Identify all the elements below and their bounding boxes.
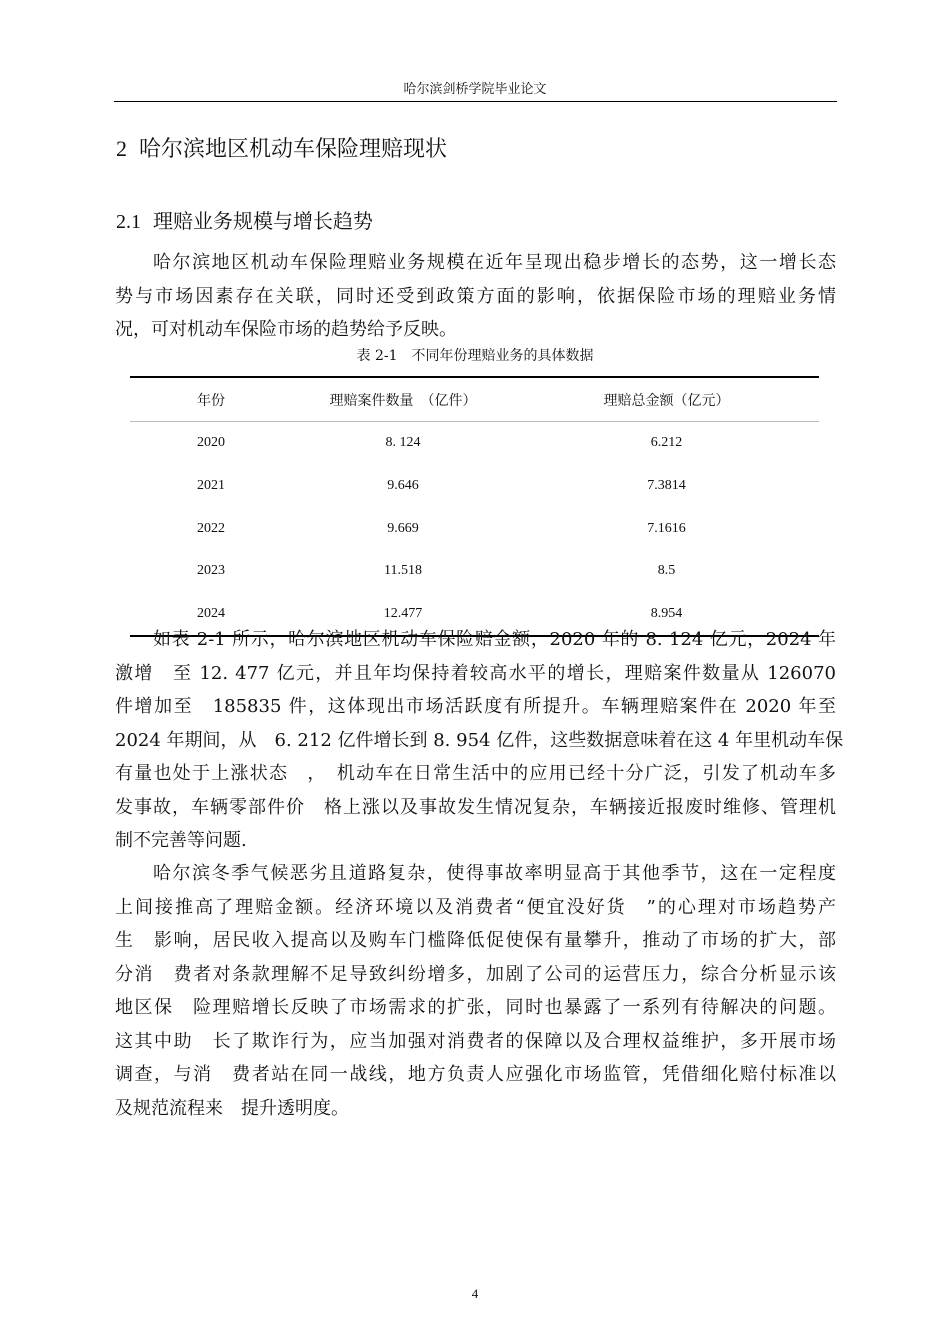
paragraph-line: 哈尔滨冬季气候恶劣且道路复杂，使得事故率明显高于其他季节，这在一定程度 (153, 863, 836, 884)
paragraph-line: 况，可对机动车保险市场的趋势给予反映。 (115, 319, 457, 340)
column-header-case-count: 理赔案件数量 （亿件） (292, 377, 514, 422)
case-count-cell: 9.669 (387, 520, 419, 536)
paragraph-line: 地区保 险理赔增长反映了市场需求的扩张，同时也暴露了一系列有待解决的问题。 (115, 997, 836, 1018)
table-row (130, 465, 819, 508)
paragraph-2 (115, 623, 844, 858)
section-title: 理赔业务规模与增长趋势 (153, 209, 373, 233)
total-amount-cell: 7.3814 (647, 478, 686, 494)
running-header: 哈尔滨剑桥学院毕业论文 (403, 82, 547, 97)
paragraph-line: 激增 至 12. 477 亿元，并且年均保持着较高水平的增长，理赔案件数量从 126070 (115, 662, 836, 684)
year-cell: 2022 (197, 520, 225, 536)
table-row (130, 422, 819, 465)
table-header-row (130, 377, 819, 422)
paragraph-line: 件增加至 185835 件，这体现出市场活跃度有所提升。车辆理赔案件在 2020 年至 (115, 696, 836, 717)
paragraph-line: 生 影响，居民收入提高以及购车门槛降低促使保有量攀升，推动了市场的扩大，部 (115, 930, 836, 951)
table-row (130, 507, 819, 550)
case-count-cell: 9.646 (387, 478, 419, 494)
paragraph-line: 上间接推高了理赔金额。经济环境以及消费者“便宜没好货 ”的心理对市场趋势产 (115, 896, 836, 918)
paragraph-line: 分消 费者对条款理解不足导致纠纷增多，加剧了公司的运营压力，综合分析显示该 (115, 963, 836, 985)
paragraph-line: 有量也处于上涨状态 ， 机动车在日常生活中的应用已经十分广泛，引发了机动车多 (115, 763, 836, 784)
chapter-number: 2 (116, 136, 127, 161)
chapter-title: 哈尔滨地区机动车保险理赔现状 (139, 137, 448, 162)
case-count-cell: 8. 124 (385, 435, 421, 451)
paragraph-line: 哈尔滨地区机动车保险理赔业务规模在近年呈现出稳步增长的态势，这一增长态 (153, 252, 836, 273)
paragraph-line: 2024 年期间，从 6. 212 亿件增长到 8. 954 亿件，这些数据意味着在这 4 年里机动车保 (115, 729, 844, 751)
paragraph-line: 如表 2-1 所示，哈尔滨地区机动车保险赔金额，2020 年的 8. 124 亿元，2024 年 (153, 629, 836, 650)
column-header-total-amount: 理赔总金额（亿元） (514, 377, 819, 422)
table-caption: 表 2-1 不同年份理赔业务的具体数据 (356, 348, 594, 364)
chapter-heading (116, 132, 447, 163)
paragraph-line: 及规范流程来 提升透明度。 (115, 1097, 349, 1119)
year-cell: 2024 (197, 606, 225, 622)
data-table (130, 376, 819, 637)
paragraph-line: 势与市场因素存在关联，同时还受到政策方面的影响，依据保险市场的理赔业务情 (115, 285, 836, 307)
case-count-cell: 11.518 (384, 563, 422, 579)
year-cell: 2021 (197, 478, 225, 494)
header-rule (114, 101, 837, 102)
year-cell: 2020 (197, 435, 225, 451)
case-count-cell: 12.477 (383, 606, 423, 622)
total-amount-cell: 7.1616 (647, 520, 686, 536)
section-heading (116, 205, 373, 234)
paragraph-line: 调查，与消 费者站在同一战线，地方负责人应强化市场监管，凭借细化赔付标准以 (115, 1064, 836, 1085)
year-cell: 2023 (197, 563, 225, 579)
total-amount-cell: 8.5 (657, 563, 676, 579)
table-row (130, 550, 819, 593)
paragraph-1 (115, 246, 836, 347)
paragraph-line: 发事故，车辆零部件价 格上涨以及事故发生情况复杂，车辆接近报废时维修、管理机 (115, 796, 836, 818)
total-amount-cell: 8.954 (650, 606, 683, 622)
total-amount-cell: 6.212 (650, 435, 683, 451)
page-number: 4 (471, 1286, 479, 1301)
paragraph-3 (115, 857, 836, 1125)
paragraph-line: 制不完善等问题. (115, 830, 247, 851)
paragraph-line: 这其中助 长了欺诈行为，应当加强对消费者的保障以及合理权益维护，多开展市场 (115, 1030, 836, 1052)
column-header-year: 年份 (130, 377, 292, 422)
section-number: 2.1 (116, 211, 141, 233)
